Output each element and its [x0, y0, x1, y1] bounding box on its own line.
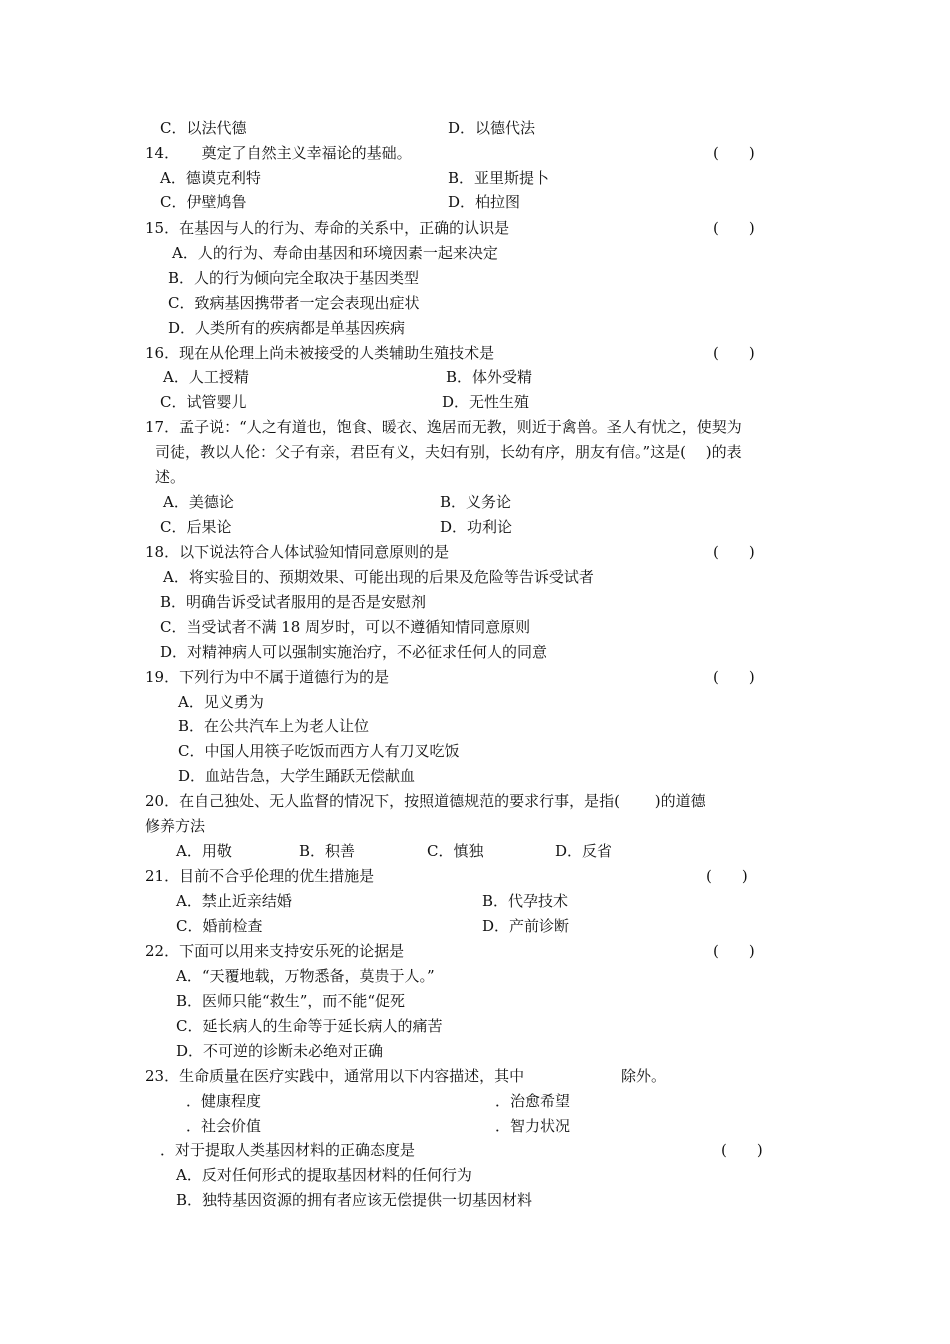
- text-line-l08: D．柏拉图: [448, 193, 521, 211]
- text-line-l07: C．伊壁鸠鲁: [160, 193, 247, 211]
- text-line-l54: A．“天覆地载，万物悉备，莫贵于人。”: [176, 967, 435, 985]
- text-line-l34: 19．下列行为中不属于道德行为的是: [145, 668, 390, 686]
- text-line-l17: A．人工授精: [163, 368, 249, 386]
- text-line-l12: B．人的行为倾向完全取决于基因类型: [168, 269, 420, 287]
- text-line-l30: A．将实验目的、预期效果、可能出现的后果及危险等告诉受试者: [163, 568, 594, 586]
- text-line-l33: D．对精神病人可以强制实施治疗，不必征求任何人的同意: [160, 643, 548, 661]
- text-line-l27: D．功利论: [440, 518, 513, 536]
- text-line-l37: B．在公共汽车上为老人让位: [178, 717, 370, 735]
- text-line-l56: C．延长病人的生命等于延长病人的痛苦: [176, 1017, 443, 1035]
- text-line-l67: B．独特基因资源的拥有者应该无偿提供一切基因材料: [176, 1191, 533, 1209]
- text-line-l48: A．禁止近亲结婚: [176, 892, 292, 910]
- text-line-l59: 除外。: [621, 1067, 667, 1085]
- text-line-l11: A．人的行为、寿命由基因和环境因素一起来决定: [172, 244, 498, 262]
- text-line-l10: ( ): [713, 219, 755, 237]
- text-line-l15: 16．现在从伦理上尚未被接受的人类辅助生殖技术是: [145, 344, 495, 362]
- text-line-l58: 23．生命质量在医疗实践中，通常用以下内容描述，其中: [145, 1067, 525, 1085]
- text-line-l29: ( ): [713, 543, 755, 561]
- text-line-l06: B．亚里斯提卜: [448, 169, 550, 187]
- text-line-l60: ．健康程度: [186, 1092, 262, 1110]
- text-line-l04: ( ): [713, 144, 755, 162]
- text-line-l26: C．后果论: [160, 518, 232, 536]
- text-line-l61: ．治愈希望: [495, 1092, 571, 1110]
- text-line-l44: C．慎独: [427, 842, 484, 860]
- text-line-l65: ( ): [721, 1141, 763, 1159]
- text-line-l13: C．致病基因携带者一定会表现出症状: [168, 294, 420, 312]
- text-line-l05: A．德谟克利特: [160, 169, 261, 187]
- text-line-l03: 14． 奠定了自然主义幸福论的基础。: [145, 144, 412, 162]
- text-line-l41: 修养方法: [145, 817, 206, 835]
- text-line-l01: C．以法代德: [160, 119, 247, 137]
- text-line-l40: 20．在自己独处、无人监督的情况下，按照道德规范的要求行事，是指( )的道德: [145, 792, 706, 810]
- text-line-l35: ( ): [713, 668, 755, 686]
- text-line-l25: B．义务论: [440, 493, 512, 511]
- text-line-l19: C．试管婴儿: [160, 393, 247, 411]
- text-line-l45: D．反省: [555, 842, 613, 860]
- text-line-l28: 18．以下说法符合人体试验知情同意原则的是: [145, 543, 450, 561]
- text-line-l14: D．人类所有的疾病都是单基因疾病: [168, 319, 406, 337]
- text-line-l23: 述。: [155, 468, 186, 486]
- text-line-l21: 17．孟子说：“人之有道也，饱食、暖衣、逸居而无教，则近于禽兽。圣人有忧之，使契为: [145, 418, 742, 436]
- text-line-l20: D．无性生殖: [442, 393, 530, 411]
- text-line-l63: ．智力状况: [495, 1117, 571, 1135]
- text-line-l32: C．当受试者不满 18 周岁时，可以不遵循知情同意原则: [160, 618, 531, 636]
- text-line-l55: B．医师只能“救生”，而不能“促死: [176, 992, 406, 1010]
- text-line-l31: B．明确告诉受试者服用的是否是安慰剂: [160, 593, 427, 611]
- text-line-l18: B．体外受精: [446, 368, 533, 386]
- text-line-l22: 司徒，教以人伦：父子有亲，君臣有义，夫妇有别，长幼有序，朋友有信。”这是( )的表: [155, 443, 742, 461]
- text-line-l02: D．以德代法: [448, 119, 536, 137]
- text-line-l52: 22．下面可以用来支持安乐死的论据是: [145, 942, 405, 960]
- text-line-l47: ( ): [706, 867, 748, 885]
- text-line-l66: A．反对任何形式的提取基因材料的任何行为: [176, 1166, 472, 1184]
- text-line-l38: C．中国人用筷子吃饭而西方人有刀叉吃饭: [178, 742, 460, 760]
- text-line-l36: A．见义勇为: [178, 693, 264, 711]
- text-line-l53: ( ): [713, 942, 755, 960]
- text-line-l57: D．不可逆的诊断未必绝对正确: [176, 1042, 384, 1060]
- text-line-l24: A．美德论: [163, 493, 234, 511]
- text-line-l62: ．社会价值: [186, 1117, 262, 1135]
- text-line-l51: D．产前诊断: [482, 917, 570, 935]
- text-line-l64: ．对于提取人类基因材料的正确态度是: [160, 1141, 416, 1159]
- text-line-l16: ( ): [713, 344, 755, 362]
- text-line-l09: 15．在基因与人的行为、寿命的关系中，正确的认识是: [145, 219, 510, 237]
- text-line-l43: B．积善: [299, 842, 356, 860]
- text-line-l49: B．代孕技术: [482, 892, 569, 910]
- text-line-l42: A．用敬: [176, 842, 232, 860]
- text-line-l46: 21．目前不合乎伦理的优生措施是: [145, 867, 375, 885]
- text-line-l50: C．婚前检查: [176, 917, 263, 935]
- text-line-l39: D．血站告急，大学生踊跃无偿献血: [178, 767, 416, 785]
